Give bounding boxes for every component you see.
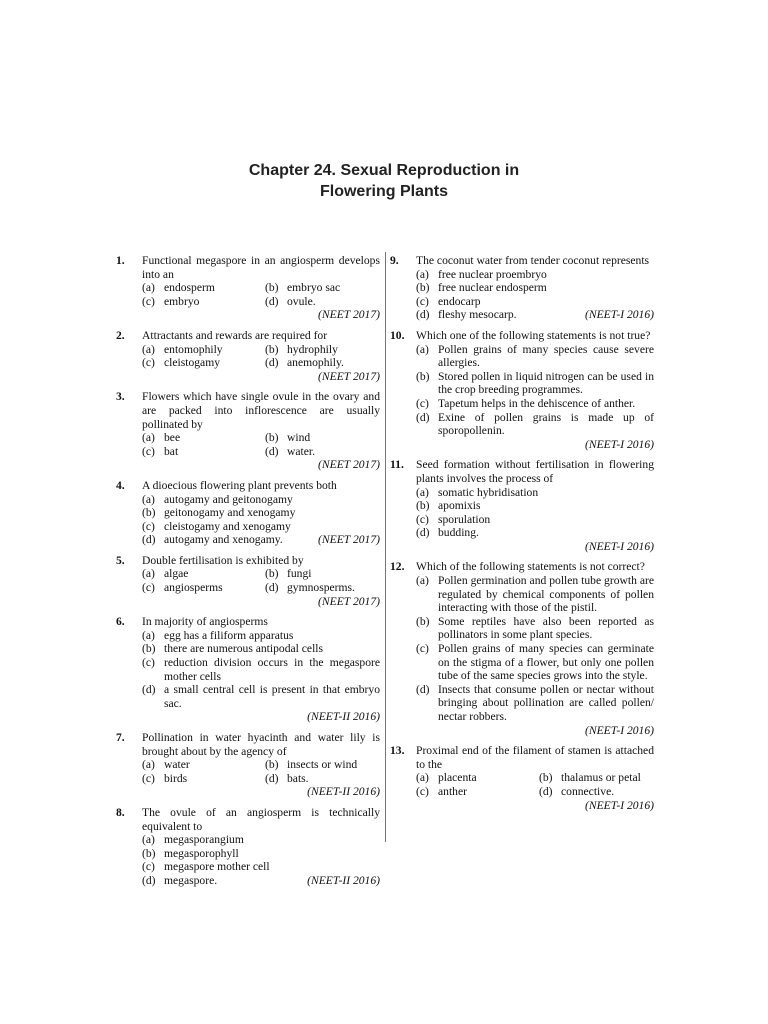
options-list <box>416 486 654 540</box>
question-number: 1. <box>116 254 125 267</box>
options-list <box>142 629 380 711</box>
left-column <box>116 254 380 895</box>
option-label: (b) <box>416 614 430 628</box>
question-text: The ovule of an angiosperm is technically equivalent to <box>142 805 380 833</box>
option-label: (c) <box>142 656 155 670</box>
option-text: apomixis <box>438 499 481 513</box>
option-item <box>416 499 654 513</box>
option-item <box>142 629 380 643</box>
options-list <box>416 343 654 438</box>
option-item <box>416 642 654 683</box>
option-item <box>142 295 257 309</box>
exam-source: (NEET-I 2016) <box>584 723 654 737</box>
question-item <box>116 479 380 547</box>
option-text: megasporophyll <box>164 846 239 860</box>
option-label: (b) <box>539 771 553 785</box>
option-text: wind <box>287 431 311 445</box>
option-label: (d) <box>416 410 430 424</box>
option-label: (d) <box>142 873 156 887</box>
option-label: (a) <box>142 342 155 356</box>
question-item <box>390 458 654 553</box>
option-item <box>142 506 380 520</box>
exam-source: (NEET 2017) <box>318 533 380 547</box>
question-text: Attractants and rewards are required for <box>142 328 328 342</box>
option-text: Stored pollen in liquid nitrogen can be used in the crop breeding programmes. <box>438 369 654 397</box>
page-title <box>0 160 768 202</box>
option-label: (b) <box>265 342 279 356</box>
option-item <box>265 758 380 772</box>
option-label: (a) <box>416 771 429 785</box>
question-item <box>116 731 380 799</box>
options-list <box>142 431 380 458</box>
option-text: algae <box>164 567 189 581</box>
option-item <box>142 356 257 370</box>
option-label: (a) <box>142 281 155 295</box>
question-number: 8. <box>116 805 125 819</box>
option-text: thalamus or petal <box>561 771 641 785</box>
option-label: (c) <box>142 294 155 308</box>
option-item <box>142 343 257 357</box>
option-label: (d) <box>265 771 279 785</box>
question-text: In majority of angiosperms <box>142 615 268 629</box>
option-item <box>142 772 257 786</box>
question-item <box>116 329 380 383</box>
option-text: bee <box>164 431 181 445</box>
question-item <box>116 615 380 724</box>
option-label: (a) <box>142 833 155 847</box>
option-text: autogamy and xenogamy. <box>164 533 283 547</box>
option-text: fleshy mesocarp. <box>438 308 517 322</box>
option-text: placenta <box>438 771 477 785</box>
option-text: bat <box>164 444 179 458</box>
options-list <box>142 281 380 308</box>
option-text: insects or wind <box>287 758 358 772</box>
question-item <box>390 329 654 451</box>
option-label: (b) <box>265 758 279 772</box>
option-item <box>416 486 654 500</box>
option-label: (d) <box>142 683 156 697</box>
option-text: fungi <box>287 567 312 581</box>
option-text: anther <box>438 784 467 798</box>
option-label: (b) <box>142 846 156 860</box>
option-label: (b) <box>265 431 279 445</box>
option-item <box>416 526 654 540</box>
option-label: (b) <box>265 567 279 581</box>
option-text: egg has a filiform apparatus <box>164 628 294 642</box>
option-label: (d) <box>416 526 430 540</box>
question-number: 12. <box>390 560 405 574</box>
options-list <box>416 771 654 798</box>
option-text: water <box>164 758 190 772</box>
option-label: (a) <box>416 267 429 281</box>
option-text: Pollen grains of many species can germinate on the stigma of a flower, but only one pollen tube of the same species grows into the style. <box>438 642 654 683</box>
option-text: sporulation <box>438 512 491 526</box>
option-label: (a) <box>142 758 155 772</box>
question-number: 13. <box>390 744 405 758</box>
option-item <box>265 356 380 370</box>
option-item <box>265 281 380 295</box>
exam-source: (NEET 2017) <box>318 369 380 383</box>
option-text: geitonogamy and xenogamy <box>164 506 296 520</box>
option-text: free nuclear endosperm <box>438 281 547 295</box>
question-number: 7. <box>116 731 125 744</box>
question-text: Flowers which have single ovule in the ovary and are packed into inflorescence are usually pollinated by <box>142 390 380 431</box>
question-text: Pollination in water hyacinth and water lily is brought about by the agency of <box>142 731 380 758</box>
exam-source: (NEET-II 2016) <box>307 873 380 887</box>
option-text: autogamy and geitonogamy <box>164 492 293 506</box>
option-text: Pollen germination and pollen tube growth are regulated by chemical components of pollen interacting with those of the pistil. <box>438 574 654 615</box>
option-label: (c) <box>416 512 429 526</box>
exam-source: (NEET-I 2016) <box>584 437 654 451</box>
question-text: The coconut water from tender coconut represents <box>416 254 650 267</box>
option-item <box>265 431 380 445</box>
option-item <box>416 295 654 309</box>
option-text: connective. <box>561 784 615 798</box>
option-text: Some reptiles have also been reported as pollinators in some plant species. <box>438 614 654 642</box>
option-item <box>142 656 380 683</box>
option-label: (c) <box>416 294 429 308</box>
question-text: Functional megaspore in an angiosperm develops into an <box>142 254 380 281</box>
option-item <box>416 574 654 615</box>
option-label: (b) <box>416 369 430 383</box>
option-text: Insects that consume pollen or nectar without bringing about pollination are called pollen/ nectar robbers. <box>438 682 654 723</box>
option-text: budding. <box>438 526 479 540</box>
option-text: gymnosperms. <box>287 581 355 595</box>
question-item <box>116 254 380 322</box>
option-label: (c) <box>416 642 429 656</box>
option-item <box>142 493 380 507</box>
column-divider <box>385 252 386 842</box>
question-number: 3. <box>116 390 125 404</box>
question-item <box>390 560 654 737</box>
right-column <box>390 254 654 819</box>
option-item <box>416 513 654 527</box>
option-label: (b) <box>142 642 156 656</box>
option-label: (d) <box>416 308 430 322</box>
option-text: Pollen grains of many species cause severe allergies. <box>438 342 654 370</box>
option-item <box>539 785 654 799</box>
option-item <box>142 860 380 874</box>
option-item <box>416 411 654 438</box>
option-item <box>416 683 654 724</box>
exam-source: (NEET-II 2016) <box>307 710 380 724</box>
exam-source: (NEET-I 2016) <box>584 539 654 553</box>
option-item <box>142 581 257 595</box>
option-item <box>142 533 380 547</box>
question-number: 4. <box>116 478 125 492</box>
option-label: (b) <box>265 281 279 295</box>
option-text: entomophily <box>164 342 223 356</box>
question-number: 10. <box>390 328 405 342</box>
option-text: embryo sac <box>287 281 341 295</box>
exam-source: (NEET-II 2016) <box>307 785 380 799</box>
question-text: Which one of the following statements is not true? <box>416 328 651 342</box>
option-item <box>416 370 654 397</box>
option-item <box>265 445 380 459</box>
option-item <box>142 281 257 295</box>
option-item <box>142 567 257 581</box>
options-list <box>416 268 654 322</box>
option-item <box>142 445 257 459</box>
option-item <box>416 343 654 370</box>
option-text: reduction division occurs in the megaspore mother cells <box>164 656 380 683</box>
option-item <box>142 520 380 534</box>
option-label: (c) <box>142 771 155 785</box>
option-label: (b) <box>416 281 430 295</box>
option-text: anemophily. <box>287 356 344 370</box>
option-item <box>416 615 654 642</box>
option-text: endocarp <box>438 294 481 308</box>
option-item <box>142 683 380 710</box>
question-text: Seed formation without fertilisation in flowering plants involves the process of <box>416 458 654 485</box>
option-label: (d) <box>539 784 553 798</box>
option-label: (d) <box>265 294 279 308</box>
question-item <box>116 390 380 472</box>
exam-source: (NEET 2017) <box>318 458 380 472</box>
option-label: (c) <box>142 581 155 595</box>
option-label: (b) <box>416 499 430 513</box>
option-text: birds <box>164 771 188 785</box>
option-text: ovule. <box>287 294 316 308</box>
option-item <box>416 397 654 411</box>
option-label: (a) <box>142 628 155 642</box>
option-item <box>265 343 380 357</box>
title-line-1: Chapter 24. Sexual Reproduction in <box>248 162 520 179</box>
question-text: Double fertilisation is exhibited by <box>142 553 304 567</box>
option-label: (d) <box>265 356 279 370</box>
option-item <box>416 308 654 322</box>
option-text: megasporangium <box>164 833 244 847</box>
question-number: 11. <box>390 458 404 472</box>
option-item <box>539 771 654 785</box>
option-text: somatic hybridisation <box>438 485 539 499</box>
option-label: (d) <box>416 682 430 696</box>
option-label: (a) <box>416 342 429 356</box>
option-label: (a) <box>416 574 429 588</box>
option-text: a small central cell is present in that embryo sac. <box>164 683 380 710</box>
option-item <box>265 772 380 786</box>
exam-source: (NEET-I 2016) <box>584 798 654 812</box>
question-text: Which of the following statements is not correct? <box>416 560 645 574</box>
question-number: 9. <box>390 254 399 267</box>
option-item <box>142 874 380 888</box>
option-text: hydrophily <box>287 342 338 356</box>
option-item <box>416 771 531 785</box>
option-label: (a) <box>142 431 155 445</box>
exam-source: (NEET 2017) <box>318 308 380 322</box>
option-label: (c) <box>142 356 155 370</box>
option-text: Tapetum helps in the dehiscence of anther. <box>438 396 636 410</box>
option-label: (d) <box>265 444 279 458</box>
option-label: (b) <box>142 506 156 520</box>
option-item <box>142 642 380 656</box>
option-text: bats. <box>287 771 309 785</box>
options-list <box>142 567 380 594</box>
options-list <box>416 574 654 724</box>
option-item <box>142 833 380 847</box>
option-label: (c) <box>416 396 429 410</box>
option-item <box>416 281 654 295</box>
option-text: cleistogamy <box>164 356 221 370</box>
question-text: A dioecious flowering plant prevents both <box>142 478 337 492</box>
option-label: (a) <box>142 567 155 581</box>
option-label: (c) <box>142 860 155 874</box>
question-number: 2. <box>116 328 125 342</box>
question-item <box>116 554 380 608</box>
question-item <box>390 744 654 812</box>
option-item <box>265 295 380 309</box>
option-label: (a) <box>416 485 429 499</box>
title-line-2: Flowering Plants <box>319 183 448 200</box>
option-label: (a) <box>142 492 155 506</box>
option-label: (c) <box>142 444 155 458</box>
question-item <box>390 254 654 322</box>
question-item <box>116 806 380 888</box>
option-item <box>416 785 531 799</box>
question-number: 6. <box>116 615 125 629</box>
option-text: embryo <box>164 294 200 308</box>
option-text: there are numerous antipodal cells <box>164 642 324 656</box>
options-list <box>142 343 380 370</box>
option-text: water. <box>287 444 316 458</box>
option-item <box>142 758 257 772</box>
option-item <box>142 431 257 445</box>
option-text: cleistogamy and xenogamy <box>164 519 291 533</box>
question-number: 5. <box>116 553 125 567</box>
question-text: Proximal end of the filament of stamen is attached to the <box>416 744 654 771</box>
option-item <box>416 268 654 282</box>
option-item <box>142 847 380 861</box>
options-list <box>142 493 380 547</box>
option-text: free nuclear proembryo <box>438 267 547 281</box>
option-label: (d) <box>142 533 156 547</box>
options-list <box>142 758 380 785</box>
options-list <box>142 833 380 887</box>
option-item <box>265 581 380 595</box>
option-text: endosperm <box>164 281 215 295</box>
option-text: angiosperms <box>164 581 223 595</box>
option-text: megaspore mother cell <box>164 860 270 874</box>
option-text: Exine of pollen grains is made up of sporopollenin. <box>438 410 654 438</box>
option-item <box>265 567 380 581</box>
option-text: megaspore. <box>164 873 218 887</box>
exam-source: (NEET 2017) <box>318 594 380 608</box>
option-label: (d) <box>265 581 279 595</box>
exam-source: (NEET-I 2016) <box>584 308 654 322</box>
option-label: (c) <box>416 784 429 798</box>
option-label: (c) <box>142 519 155 533</box>
